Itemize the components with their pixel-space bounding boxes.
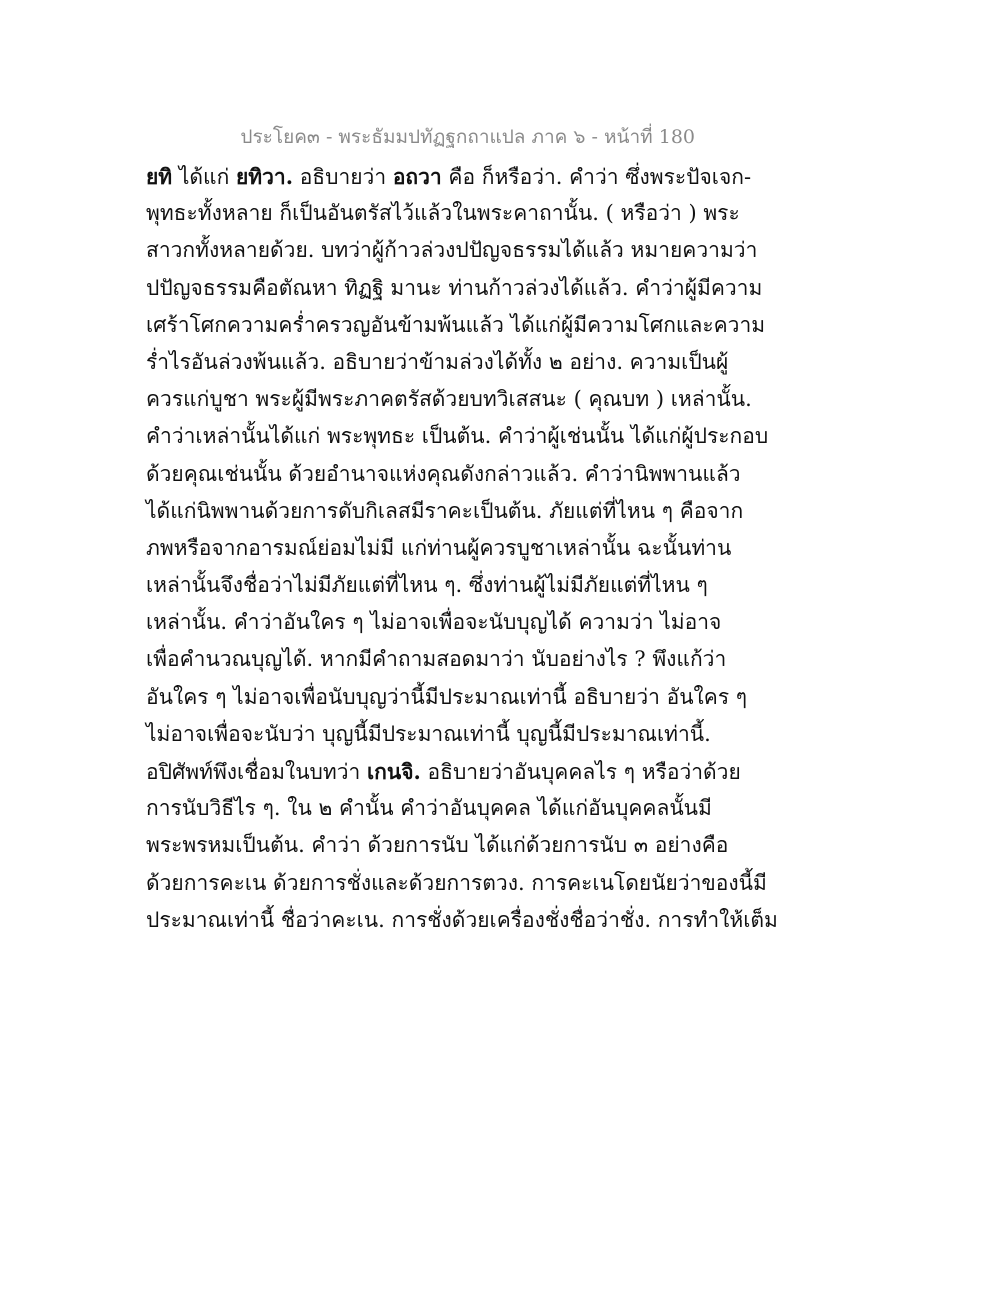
text-line — [146, 604, 746, 641]
text-line — [146, 158, 752, 195]
text-line — [146, 827, 746, 864]
text-line — [146, 195, 746, 232]
text-run: สาวกทั้งหลายด้วย. บทว่าผู้ก้าวล่วงปปัญจธรรมได้แล้ว หมายความว่า — [146, 238, 758, 263]
text-line — [146, 902, 778, 939]
text-run: อธิบายว่าอันบุคคลไร ๆ หรือว่าด้วย — [420, 760, 741, 784]
text-run: ได้แก่นิพพานด้วยการดับกิเลสมีราคะเป็นต้น. ภัยแต่ที่ไหน ๆ คือจาก — [146, 498, 744, 523]
text-run: เหล่านั้น. คำว่าอันใคร ๆ ไม่อาจเพื่อจะนับบุญได้ ความว่า ไม่อาจ — [146, 610, 722, 635]
text-run: พุทธะทั้งหลาย ก็เป็นอันตรัสไว้แล้วในพระคาถานั้น. ( หรือว่า ) พระ — [146, 201, 740, 226]
text-run: พระพรหมเป็นต้น. คำว่า ด้วยการนับ ได้แก่ด้วยการนับ ๓ อย่างคือ — [146, 833, 729, 858]
bold-term: เกนจิ. — [366, 759, 421, 784]
text-run: เศร้าโศกความคร่ำครวญอันข้ามพ้นแล้ว ได้แก่ผู้มีความโศกและความ — [146, 312, 766, 337]
text-run: อธิบายว่า — [293, 165, 393, 189]
bold-term: ยทิ — [146, 164, 173, 189]
text-run: เพื่อคำนวณบุญได้. หากมีคำถามสอดมาว่า นับอย่างไร ? พึงแก้ว่า — [146, 647, 727, 672]
text-line — [146, 344, 746, 381]
text-run: ภพหรือจากอารมณ์ย่อมไม่มี แก่ท่านผู้ควรบูชาเหล่านั้น ฉะนั้นท่าน — [146, 535, 732, 560]
text-run: ด้วยคุณเช่นนั้น ด้วยอำนาจแห่งคุณดังกล่าวแล้ว. คำว่านิพพานแล้ว — [146, 461, 741, 486]
text-line — [146, 270, 763, 307]
text-run: ควรแก่บูชา พระผู้มีพระภาคตรัสด้วยบทวิเสสนะ ( คุณบท ) เหล่านั้น. — [146, 387, 752, 412]
text-run: อันใคร ๆ ไม่อาจเพื่อนับบุญว่านี้มีประมาณเท่านี้ อธิบายว่า อันใคร ๆ — [146, 684, 748, 709]
text-line — [146, 716, 746, 753]
text-line — [146, 381, 752, 418]
text-line — [146, 567, 746, 604]
text-line — [146, 530, 746, 567]
text-run: อปิศัพท์พึงเชื่อมในบทว่า — [146, 760, 367, 784]
text-line — [146, 418, 769, 455]
text-run: การนับวิธีไร ๆ. ใน ๒ คำนั้น คำว่าอันบุคคล ได้แก่อันบุคคลนั้นมี — [146, 796, 712, 821]
text-run: ประมาณเท่านี้ ชื่อว่าคะเน. การชั่งด้วยเครื่องชั่งชื่อว่าชั่ง. การทำให้เต็ม — [146, 907, 778, 932]
text-line — [146, 865, 767, 902]
text-run: ได้แก่ — [172, 165, 236, 189]
bold-term: ยทิวา. — [235, 164, 294, 189]
running-header: ประโยค๓ - พระธัมมปทัฏฐกถาแปล ภาค ๖ - หน้าที่ 180 — [240, 126, 695, 148]
body-text — [146, 158, 778, 939]
text-line — [146, 790, 746, 827]
text-run: ไม่อาจเพื่อจะนับว่า บุญนี้มีประมาณเท่านี้ บุญนี้มีประมาณเท่านี้. — [146, 721, 711, 746]
text-run: เหล่านั้นจึงชื่อว่าไม่มีภัยแต่ที่ไหน ๆ. ซึ่งท่านผู้ไม่มีภัยแต่ที่ไหน ๆ — [146, 573, 708, 598]
text-run: ร่ำไรอันล่วงพ้นแล้ว. อธิบายว่าข้ามล่วงได้ทั้ง ๒ อย่าง. ความเป็นผู้ — [146, 349, 729, 374]
text-run: ด้วยการคะเน ด้วยการชั่งและด้วยการตวง. การคะเนโดยนัยว่าของนี้มี — [146, 870, 767, 895]
text-line — [146, 456, 746, 493]
text-line — [146, 307, 766, 344]
text-line — [146, 679, 746, 716]
text-run: ปปัญจธรรมคือตัณหา ทิฏฐิ มานะ ท่านก้าวล่วงได้แล้ว. คำว่าผู้มีความ — [146, 275, 763, 300]
text-line — [146, 753, 746, 790]
text-line — [146, 641, 746, 678]
text-line — [146, 493, 746, 530]
text-line — [146, 232, 758, 269]
bold-term: อถวา — [392, 164, 442, 189]
text-run: คือ ก็หรือว่า. คำว่า ซึ่งพระปัจเจก- — [441, 165, 752, 189]
text-run: คำว่าเหล่านั้นได้แก่ พระพุทธะ เป็นต้น. คำว่าผู้เช่นนั้น ได้แก่ผู้ประกอบ — [146, 424, 769, 449]
